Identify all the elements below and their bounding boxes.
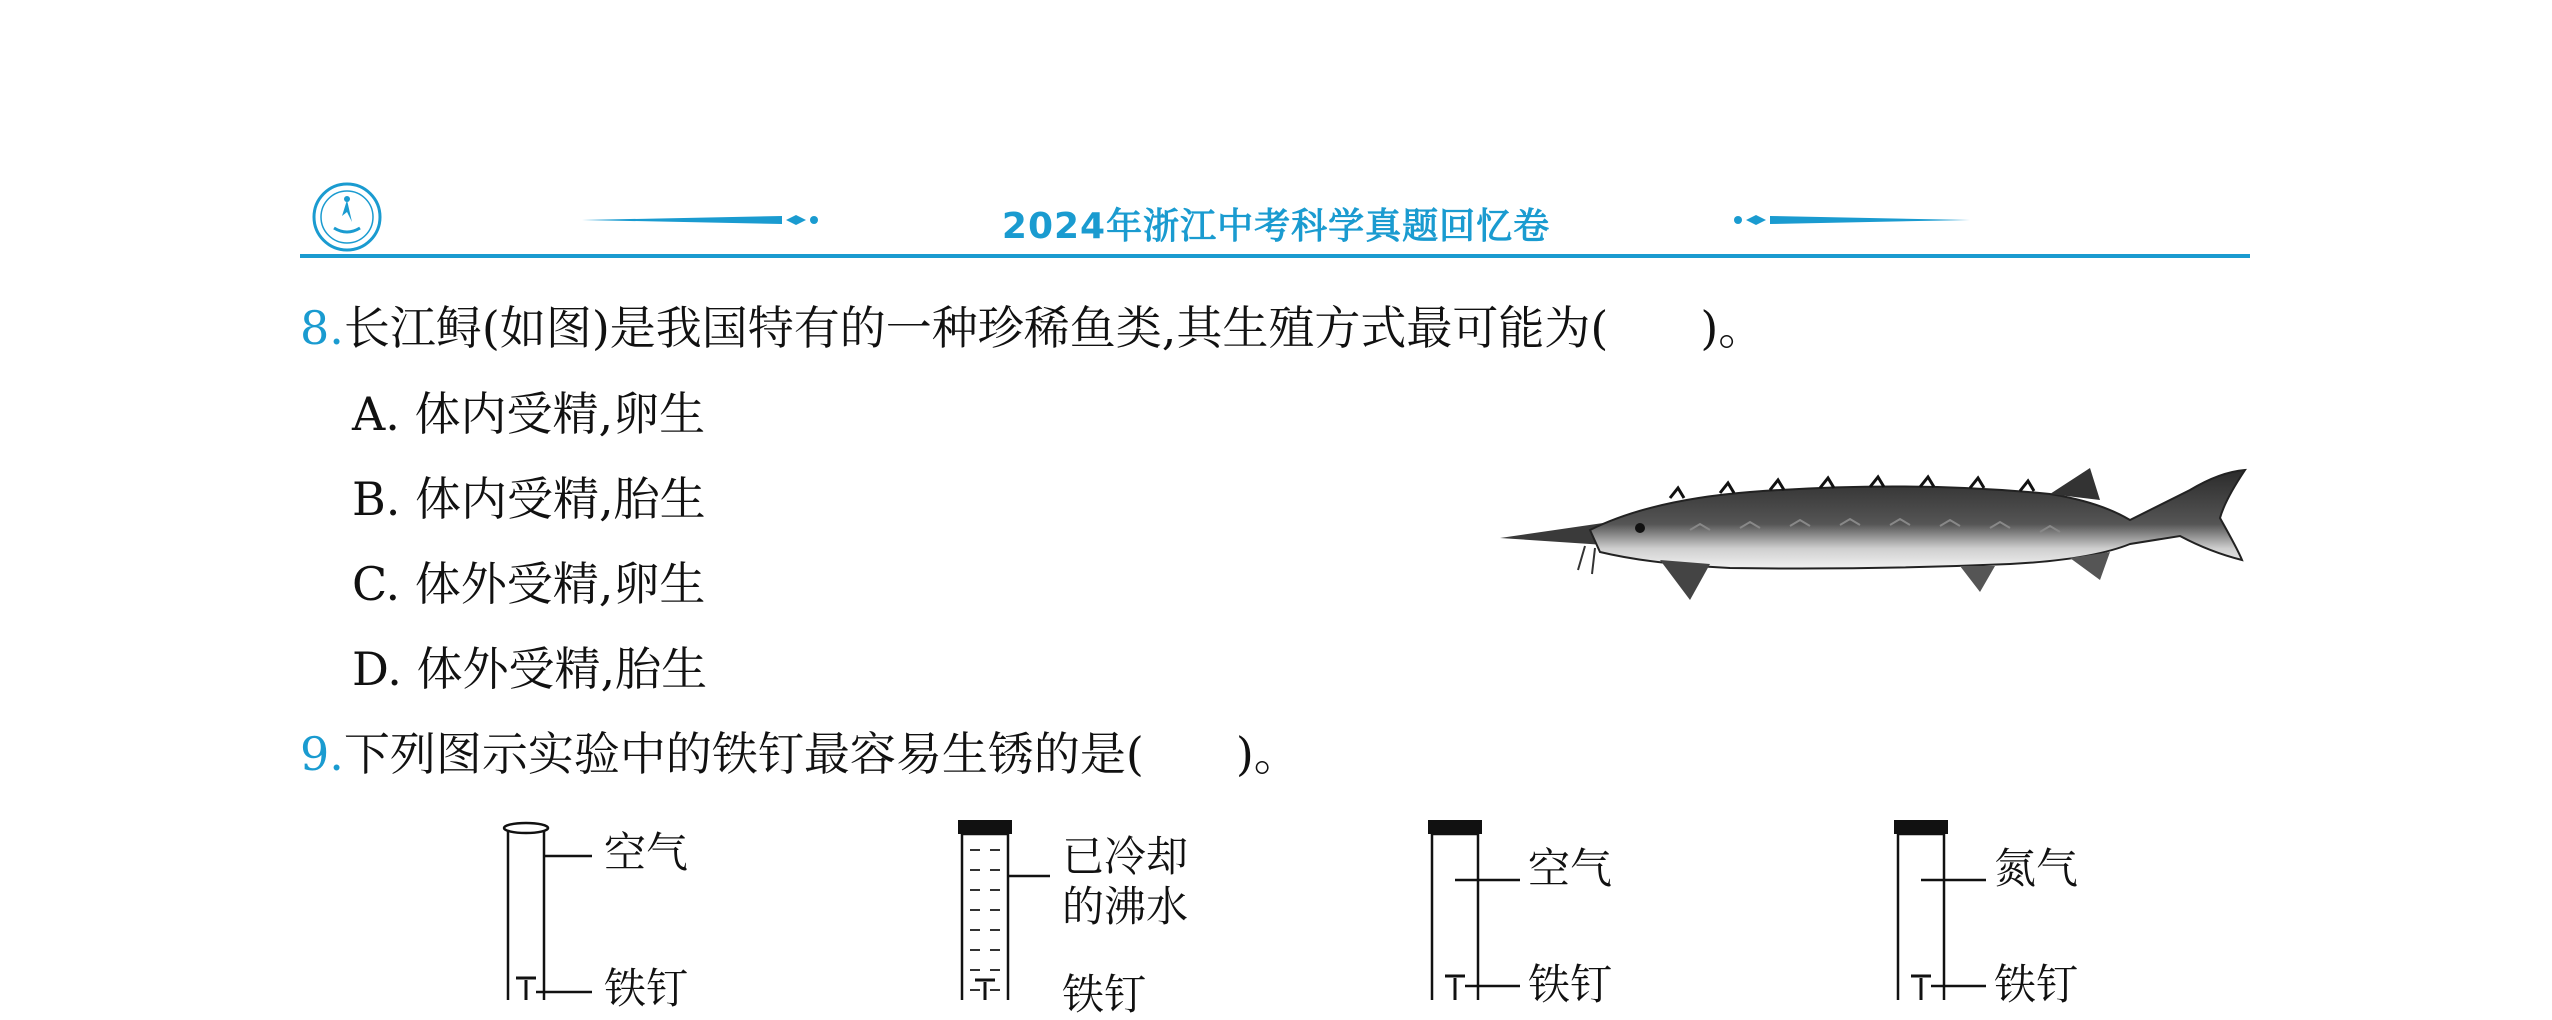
experiment-4	[1886, 810, 2246, 1009]
question-text: 长江鲟(如图)是我国特有的一种珍稀鱼类,其生殖方式最可能为( )。	[343, 301, 1765, 355]
sturgeon-fish-illustration	[1490, 460, 2250, 620]
question-9	[300, 726, 1300, 782]
question-8	[300, 300, 1764, 356]
question-text: 下列图示实验中的铁钉最容易生锈的是( )。	[343, 727, 1300, 781]
experiment-2-top-label: 已冷却	[1062, 832, 1189, 881]
experiment-4-top-label: 氮气	[1994, 844, 2079, 893]
experiment-1-top-label: 空气	[604, 828, 689, 877]
option-c[interactable]: C. 体外受精,卵生	[352, 557, 706, 611]
experiment-2-top-label-2: 的沸水	[1062, 882, 1189, 931]
option-b[interactable]: B. 体内受精,胎生	[352, 472, 706, 526]
question-number: 8.	[300, 301, 344, 355]
experiment-3	[1420, 810, 1780, 1009]
option-a[interactable]: A. 体内受精,卵生	[352, 387, 706, 441]
experiment-3-bottom-label: 铁钉	[1528, 960, 1613, 1009]
experiment-2	[950, 810, 1310, 1019]
header-divider	[300, 254, 2250, 258]
experiment-2-bottom-label: 铁钉	[1062, 970, 1147, 1019]
experiment-1-bottom-label: 铁钉	[604, 964, 689, 1013]
option-d[interactable]: D. 体外受精,胎生	[352, 642, 708, 696]
header-title: 2024年浙江中考科学真题回忆卷	[1001, 206, 1551, 247]
question-number: 9.	[300, 727, 344, 781]
header-right-ornament	[1730, 212, 1970, 228]
experiment-1	[500, 810, 860, 1013]
experiment-4-bottom-label: 铁钉	[1994, 960, 2079, 1009]
experiment-3-top-label: 空气	[1528, 844, 1613, 893]
